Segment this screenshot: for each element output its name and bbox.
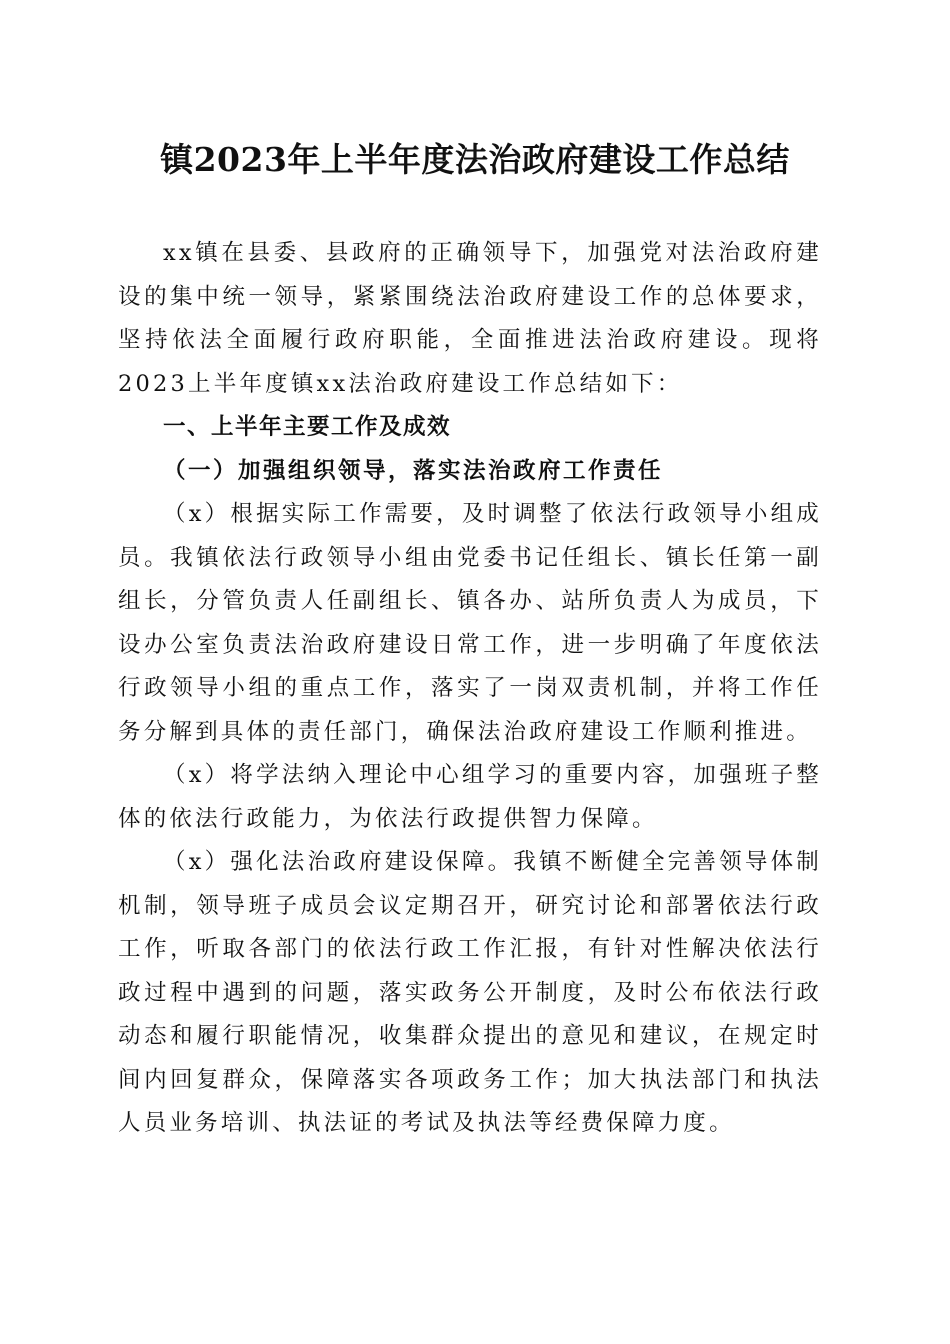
document-title: 镇2023年上半年度法治政府建设工作总结: [160, 140, 790, 179]
section-heading: 一、上半年主要工作及成效: [163, 414, 452, 440]
body-paragraph: （x）根据实际工作需要，及时调整了依法行政领导小组成员。我镇依法行政领导小组由党委书记任组长、镇长任第一副组长，分管负责人任副组长、镇各办、站所负责人为成员，下设办公室负责法治政府建设日常工作，进一步明确了年度依法行政领导小组的重点工作，落实了一岗双责机制，并将工作任务分解到具体的责任部门，确保法治政府建设工作顺利推进。: [118, 501, 822, 745]
document-body: [118, 232, 822, 1146]
body-paragraph: （x）强化法治政府建设保障。我镇不断健全完善领导体制机制，领导班子成员会议定期召开，研究讨论和部署依法行政工作，听取各部门的依法行政工作汇报，有针对性解决依法行政过程中遇到的问题，落实政务公开制度，及时公布依法行政动态和履行职能情况，收集群众提出的意见和建议，在规定时间内回复群众，保障落实各项政务工作；加大执法部门和执法人员业务培训、执法证的考试及执法等经费保障力度。: [118, 849, 822, 1136]
intro-paragraph: xx镇在县委、县政府的正确领导下，加强党对法治政府建设的集中统一领导，紧紧围绕法治政府建设工作的总体要求，坚持依法全面履行政府职能，全面推进法治政府建设。现将2023上半年度镇xx法治政府建设工作总结如下：: [118, 240, 822, 397]
body-paragraph: （x）将学法纳入理论中心组学习的重要内容，加强班子整体的依法行政能力，为依法行政提供智力保障。: [118, 762, 822, 832]
subsection-heading: （一）加强组织领导，落实法治政府工作责任: [163, 457, 664, 484]
